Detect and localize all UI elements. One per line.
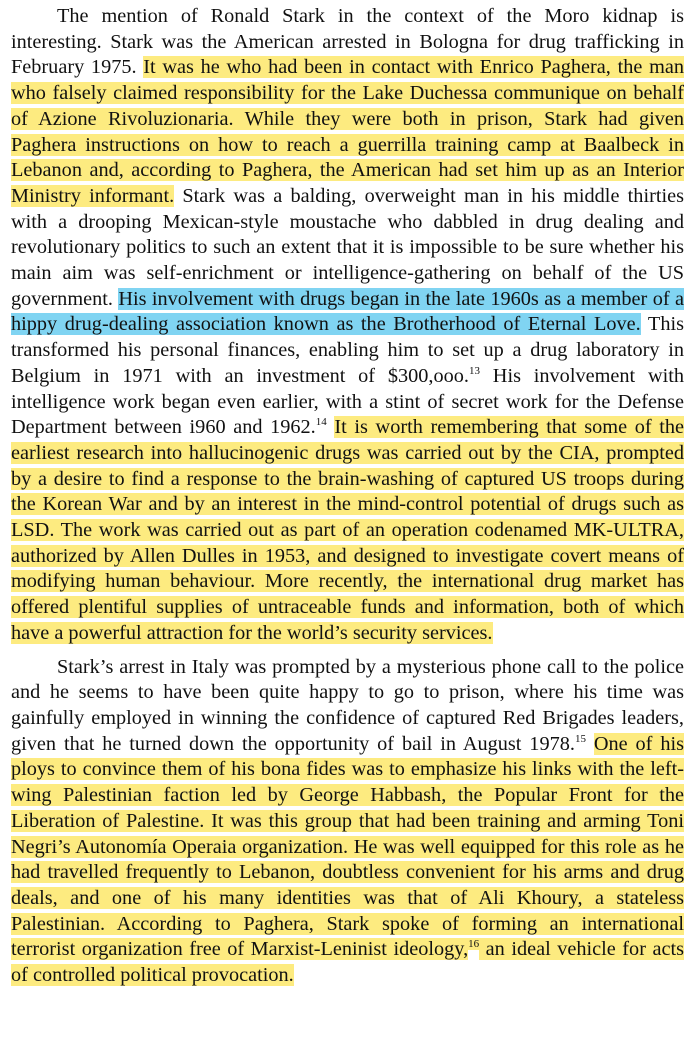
highlighted-passage-provocation: an ideal vehicle for acts of controlled political provocation.: [11, 938, 684, 987]
footnote-ref-13: 13: [469, 364, 480, 377]
paragraph-1: [11, 4, 684, 647]
text-segment: [586, 733, 594, 755]
footnote-ref-15: 15: [574, 732, 586, 745]
footnote-ref-14: 14: [315, 416, 327, 429]
footnote-ref-16: 16: [468, 938, 480, 951]
highlighted-passage-cia: It is worth remembering that some of the earliest research into hallucinogenic drugs was carried out by the CIA, prompted by a desire to find a response to the brain-washing of captured US troops during the Korean War and by an interest in the mind-control potential of drugs such as LSD. The work was carried out as part of an operation codenamed MK-ULTRA, authorized by Allen Dulles in 1953, and designed to investigate covert means of modifying human behaviour. More recently, the international drug market has offered plentiful supplies of untraceable funds and information, both of which have a powerful attraction for the world’s security services.: [11, 416, 684, 644]
highlighted-passage-brotherhood: His involvement with drugs began in the late 1960s as a member of a hippy drug-dealing association known as the Brotherhood of Eternal Love.: [11, 287, 684, 336]
highlighted-passage-paghera: It was he who had been in contact with Enrico Paghera, the man who falsely claimed responsibility for the Lake Duchessa communique on behalf of Azione Rivoluzionaria. While they were both in prison, Stark had given Paghera instructions on how to reach a guerrilla training camp at Baalbeck in Lebanon and, according to Paghera, the American had set him up as an Interior Ministry informant.: [11, 56, 684, 207]
text-segment: His involvement with intelligence work began even earlier, with a stint of secret work for the Defense Department between i960 and 1962.: [11, 364, 685, 439]
text-segment: The mention of Ronald Stark in the context of the Moro kidnap is interesting. Stark was the American arrested in Bologna for drug trafficking in February 1975.: [11, 5, 684, 79]
highlighted-passage-habbash: One of his ploys to convince them of his bona fides was to emphasize his links with the left-wing Palestinian faction led by George Habbash, the Popular Front for the Liberation of Palestine. It was this group that had been training and arming Toni Negri’s Autonomía Operaia organization. He was well equipped for this role as he had travelled frequently to Lebanon, doubtless convenient for his arms and drug deals, and one of his many identities was that of Ali Khoury, a stateless Palestinian. According to Paghera, Stark spoke of forming an international terrorist organization free of Marxist-Leninist ideology,: [11, 732, 684, 961]
text-segment: Stark’s arrest in Italy was prompted by a mysterious phone call to the police and he seems to have been quite happy to go to prison, where his time was gainfully employed in winning the confidence of captured Red Brigades leaders, given that he turned down the opportunity of bail in August 1978.: [11, 655, 684, 755]
text-segment: Stark was a balding, overweight man in his middle thirties with a drooping Mexican-style moustache who dabbled in drug dealing and revolutionary politics to such an extent that it is impossible to be sure whether his main aim was self-enrichment or intelligence-gathering on behalf of the US government.: [11, 184, 685, 310]
text-segment: This transformed his personal finances, enabling him to set up a drug laboratory in Belgium in 1971 with an investment of $300,ooo.: [11, 313, 684, 387]
paragraph-2: [11, 655, 684, 989]
